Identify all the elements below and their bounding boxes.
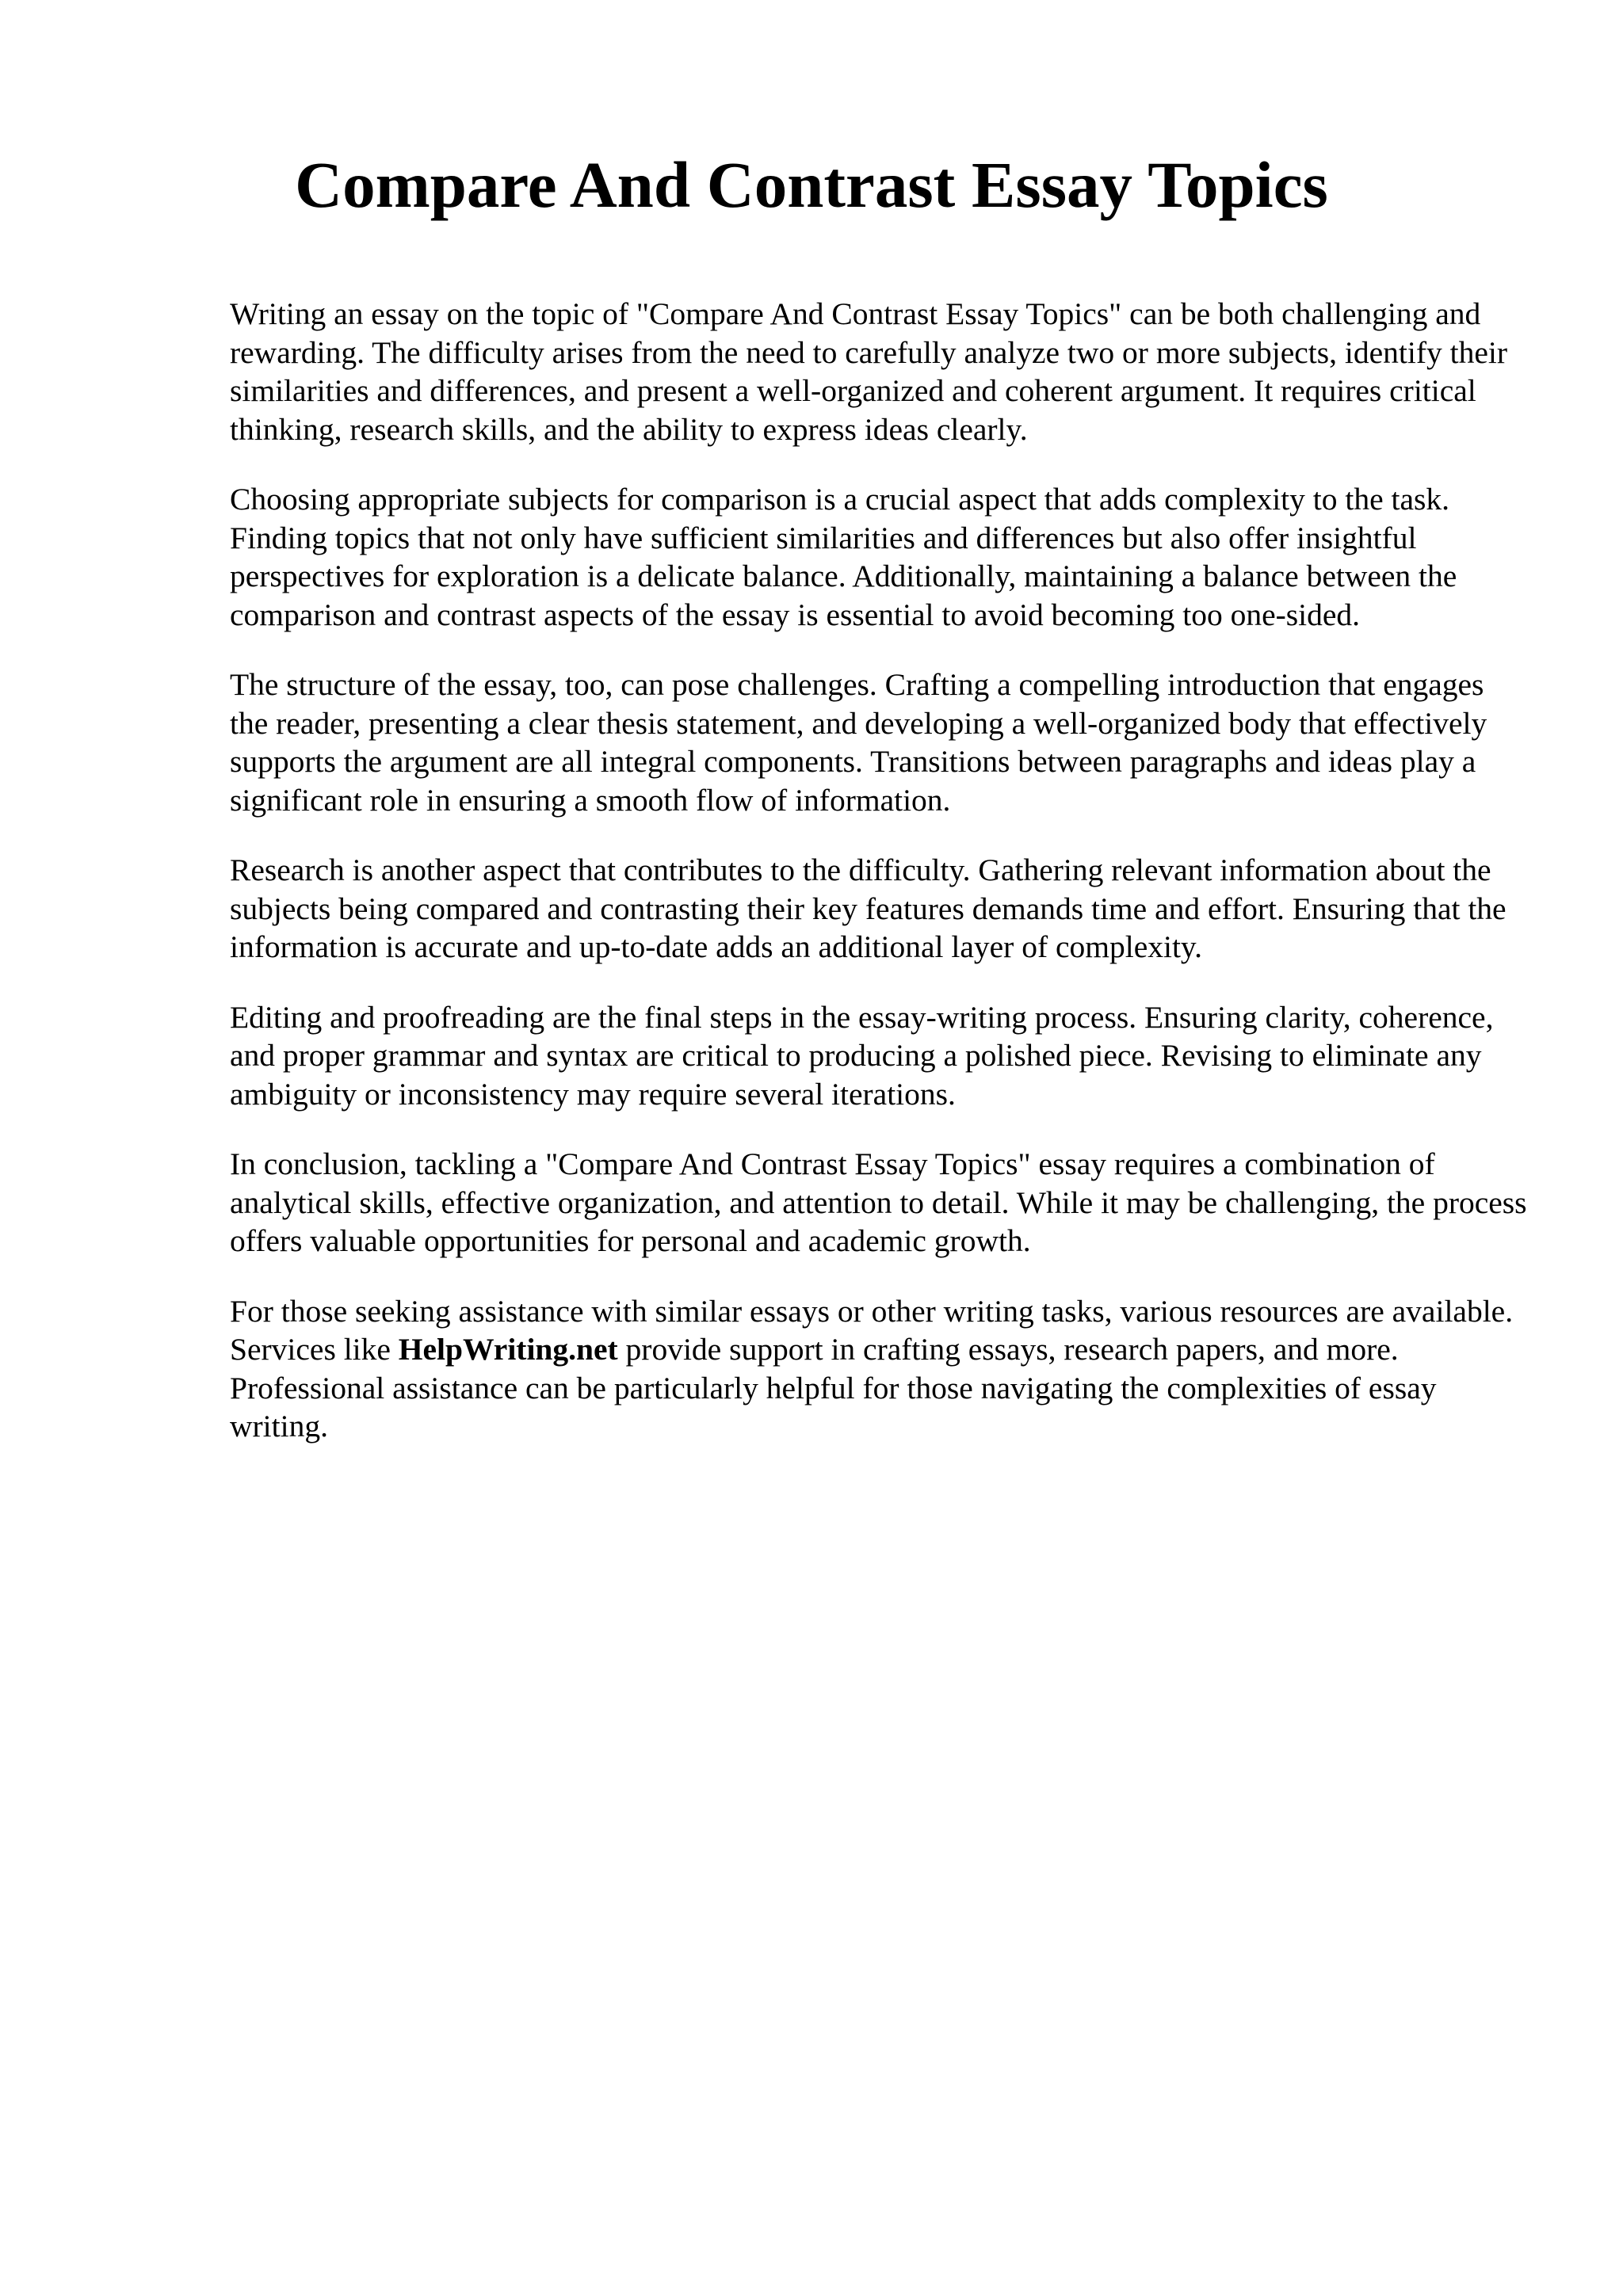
- paragraph-4: Research is another aspect that contributes to the difficulty. Gathering relevant information about the subjects being compared and contrasting their key features demands time and effort. Ensuring that the information is accurate and up-to-date adds an additional layer of complexity.: [230, 852, 1507, 964]
- paragraph-3: The structure of the essay, too, can pose challenges. Crafting a compelling introduction that engages the reader, presenting a clear thesis statement, and developing a well-organized body that effectively supports the argument are all integral components. Transitions between paragraphs and ideas play a significant role in ensuring a smooth flow of information.: [230, 667, 1487, 818]
- paragraph-2: Choosing appropriate subjects for comparison is a crucial aspect that adds complexity to the task. Finding topics that not only have sufficient similarities and differences but also offer insightful perspectives for exploration is a delicate balance. Additionally, maintaining a balance between the comparison and contrast aspects of the essay is essential to avoid becoming too one-sided.: [230, 482, 1457, 632]
- paragraph-7-text-after: provide support in crafting essays, research papers, and more. Professional assistance can be particularly helpful for those navigating the complexities of essay writing.: [230, 1332, 1437, 1444]
- helpwriting-link[interactable]: HelpWriting.net: [398, 1332, 618, 1367]
- page-title: Compare And Contrast Essay Topics: [295, 148, 1328, 221]
- paragraph-1: Writing an essay on the topic of "Compare And Contrast Essay Topics" can be both challenging and rewarding. The difficulty arises from the need to carefully analyze two or more subjects, identify their similarities and differences, and present a well-organized and coherent argument. It requires critical thinking, research skills, and the ability to express ideas clearly.: [230, 296, 1507, 447]
- paragraph-7: [230, 1292, 1529, 1446]
- document-body: [230, 295, 1529, 1478]
- paragraph-6: In conclusion, tackling a "Compare And Contrast Essay Topics" essay requires a combination of analytical skills, effective organization, and attention to detail. While it may be challenging, the process offers valuable opportunities for personal and academic growth.: [230, 1146, 1527, 1258]
- paragraph-7-text-before: For those seeking assistance with similar essays or other writing tasks, various resources are available. Services like: [230, 1293, 1514, 1367]
- paragraph-5: Editing and proofreading are the final steps in the essay-writing process. Ensuring clarity, coherence, and proper grammar and syntax are critical to producing a polished piece. Revising to eliminate any ambiguity or inconsistency may require several iterations.: [230, 999, 1494, 1112]
